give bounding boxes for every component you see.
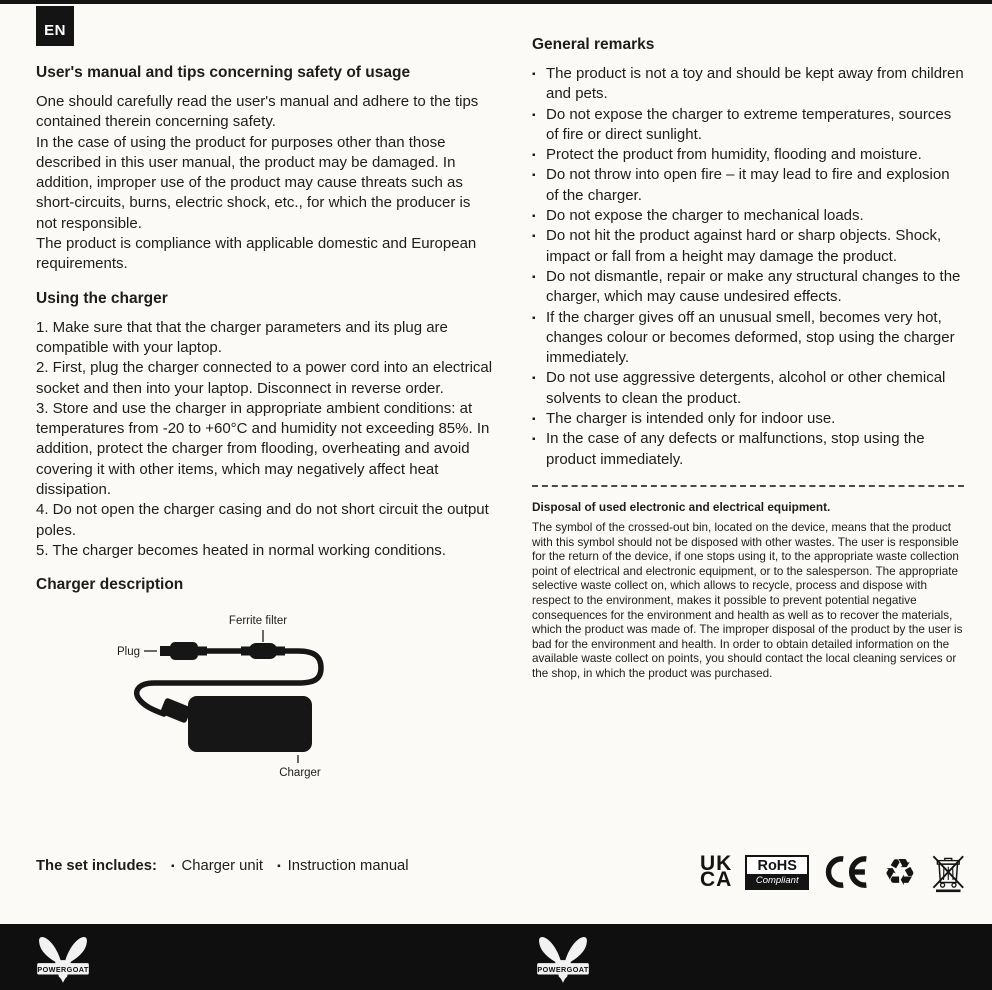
ukca-mark xyxy=(700,851,733,891)
remark-item: ▪ Do not throw into open fire – it may lead to fire and explosion of the charger. xyxy=(532,165,964,206)
using-step: 3. Store and use the charger in appropriate ambient conditions: at temperatures from -20 to +60°C and humidity not exceeding 85%. In addition, protect the charger from flooding, overheating and avoid covering it with other items, which may negatively affect heat dissipation. xyxy=(36,399,490,499)
ferrite-filter-label: Ferrite filter xyxy=(228,615,288,628)
remark-item: ▪ Do not hit the product against hard or sharp objects. Shock, impact or fall from a height may damage the product. xyxy=(532,226,964,267)
dashed-separator xyxy=(532,485,964,487)
rohs-top-label: RoHS xyxy=(757,857,797,874)
left-column xyxy=(36,64,494,799)
using-step: 4. Do not open the charger casing and do not short circuit the output poles. xyxy=(36,501,489,539)
section-description xyxy=(36,576,494,784)
remark-item: ▪ Do not expose the charger to mechanical loads. xyxy=(532,206,964,226)
safety-heading: User's manual and tips concerning safety of usage xyxy=(36,64,411,81)
disposal-heading: Disposal of used electronic and electrical equipment. xyxy=(532,499,831,514)
remark-item: ▪ In the case of any defects or malfunctions, stop using the product immediately. xyxy=(532,429,964,470)
set-includes-label: The set includes: xyxy=(36,858,157,874)
safety-paragraph: In the case of using the product for purposes other than those described in this user manual, the product may be damaged. In addition, improper use of the product may cause threats such as short-circuits, burns, electric shock, etc., for which the producer is not responsible. xyxy=(36,133,471,232)
charger-box-icon xyxy=(188,696,312,752)
charger-diagram xyxy=(36,604,466,784)
remark-item: ▪ The product is not a toy and should be kept away from children and pets. xyxy=(532,64,964,105)
top-border-strip xyxy=(0,0,992,4)
charger-label: Charger xyxy=(279,767,321,780)
plug-body-icon xyxy=(170,642,198,660)
remark-item: ▪ Do not expose the charger to extreme temperatures, sources of fire or direct sunlight. xyxy=(532,105,964,146)
rohs-bottom-label: Compliant xyxy=(747,874,807,888)
ukca-line1: UK xyxy=(700,851,733,875)
certification-marks xyxy=(700,846,968,898)
plug-label: Plug xyxy=(116,646,140,659)
description-heading: Charger description xyxy=(36,576,184,594)
set-includes-line xyxy=(36,858,409,874)
remark-item: ▪ The charger is intended only for indoor use. xyxy=(532,409,964,429)
section-using xyxy=(36,290,494,562)
language-badge-label: EN xyxy=(44,22,66,39)
plug-prong-icon xyxy=(160,646,171,656)
ukca-line2: CA xyxy=(700,868,733,891)
recycling-icon: ♻ xyxy=(883,851,917,893)
powergoat-logo xyxy=(532,929,594,987)
remark-item: ▪ Protect the product from humidity, flooding and moisture. xyxy=(532,145,964,165)
using-step: 5. The charger becomes heated in normal working conditions. xyxy=(36,541,446,559)
using-step: 1. Make sure that that the charger parameters and its plug are compatible with your laptop. xyxy=(36,318,448,356)
remark-item: ▪ Do not dismantle, repair or make any structural changes to the charger, which may cause undesired effects. xyxy=(532,267,964,308)
remark-item: ▪ If the charger gives off an unusual smell, becomes very hot, changes colour or becomes deformed, stop using the charger immediately. xyxy=(532,308,964,369)
general-remarks-list xyxy=(532,64,964,470)
using-heading: Using the charger xyxy=(36,289,168,307)
ce-mark-icon xyxy=(822,854,870,890)
rohs-mark xyxy=(745,855,809,890)
using-step: 2. First, plug the charger connected to a power cord into an electrical socket and then into your laptop. Disconnect in reverse order. xyxy=(36,359,493,397)
right-column xyxy=(532,36,964,681)
set-includes-item: ▪ Instruction manual xyxy=(277,858,408,874)
dc-connector-icon xyxy=(160,698,192,724)
remark-item: ▪ Do not use aggressive detergents, alcohol or other chemical solvents to clean the product. xyxy=(532,368,964,409)
weee-bin-icon xyxy=(929,848,968,896)
ferrite-filter-icon xyxy=(249,643,277,659)
general-remarks-heading: General remarks xyxy=(532,36,655,53)
powergoat-brand-text: POWERGOAT xyxy=(37,964,89,974)
disposal-body: The symbol of the crossed-out bin, located on the device, means that the product with this symbol should not be disposed with other wastes. The user is responsible for the return of the device, if one stops using it, to the appropriate waste collection point of electrical and electronic equipment, or to the salesperson. The appropriate selective waste collect on, which allows to recycle, process and dispose with respect to the environment, makes it possible to prevent potential negative consequences for the environment and health as well as to recover the materials, which the product was made of. The improper disposal of the product by the user is bad for the environment and health. In order to obtain detailed information on the available waste collect on points, you should contact the local cleaning services or the shop, in which the product was purchased. xyxy=(532,520,963,680)
powergoat-logo xyxy=(32,929,94,987)
language-badge xyxy=(36,6,74,46)
safety-paragraph: The product is compliance with applicable domestic and European requirements. xyxy=(36,235,477,273)
section-safety xyxy=(36,64,494,275)
safety-paragraph: One should carefully read the user's manual and adhere to the tips contained therein concerning safety. xyxy=(36,93,479,131)
powergoat-brand-text: POWERGOAT xyxy=(537,964,589,974)
set-includes-item: ▪ Charger unit xyxy=(171,858,263,874)
footer-band xyxy=(0,924,992,990)
